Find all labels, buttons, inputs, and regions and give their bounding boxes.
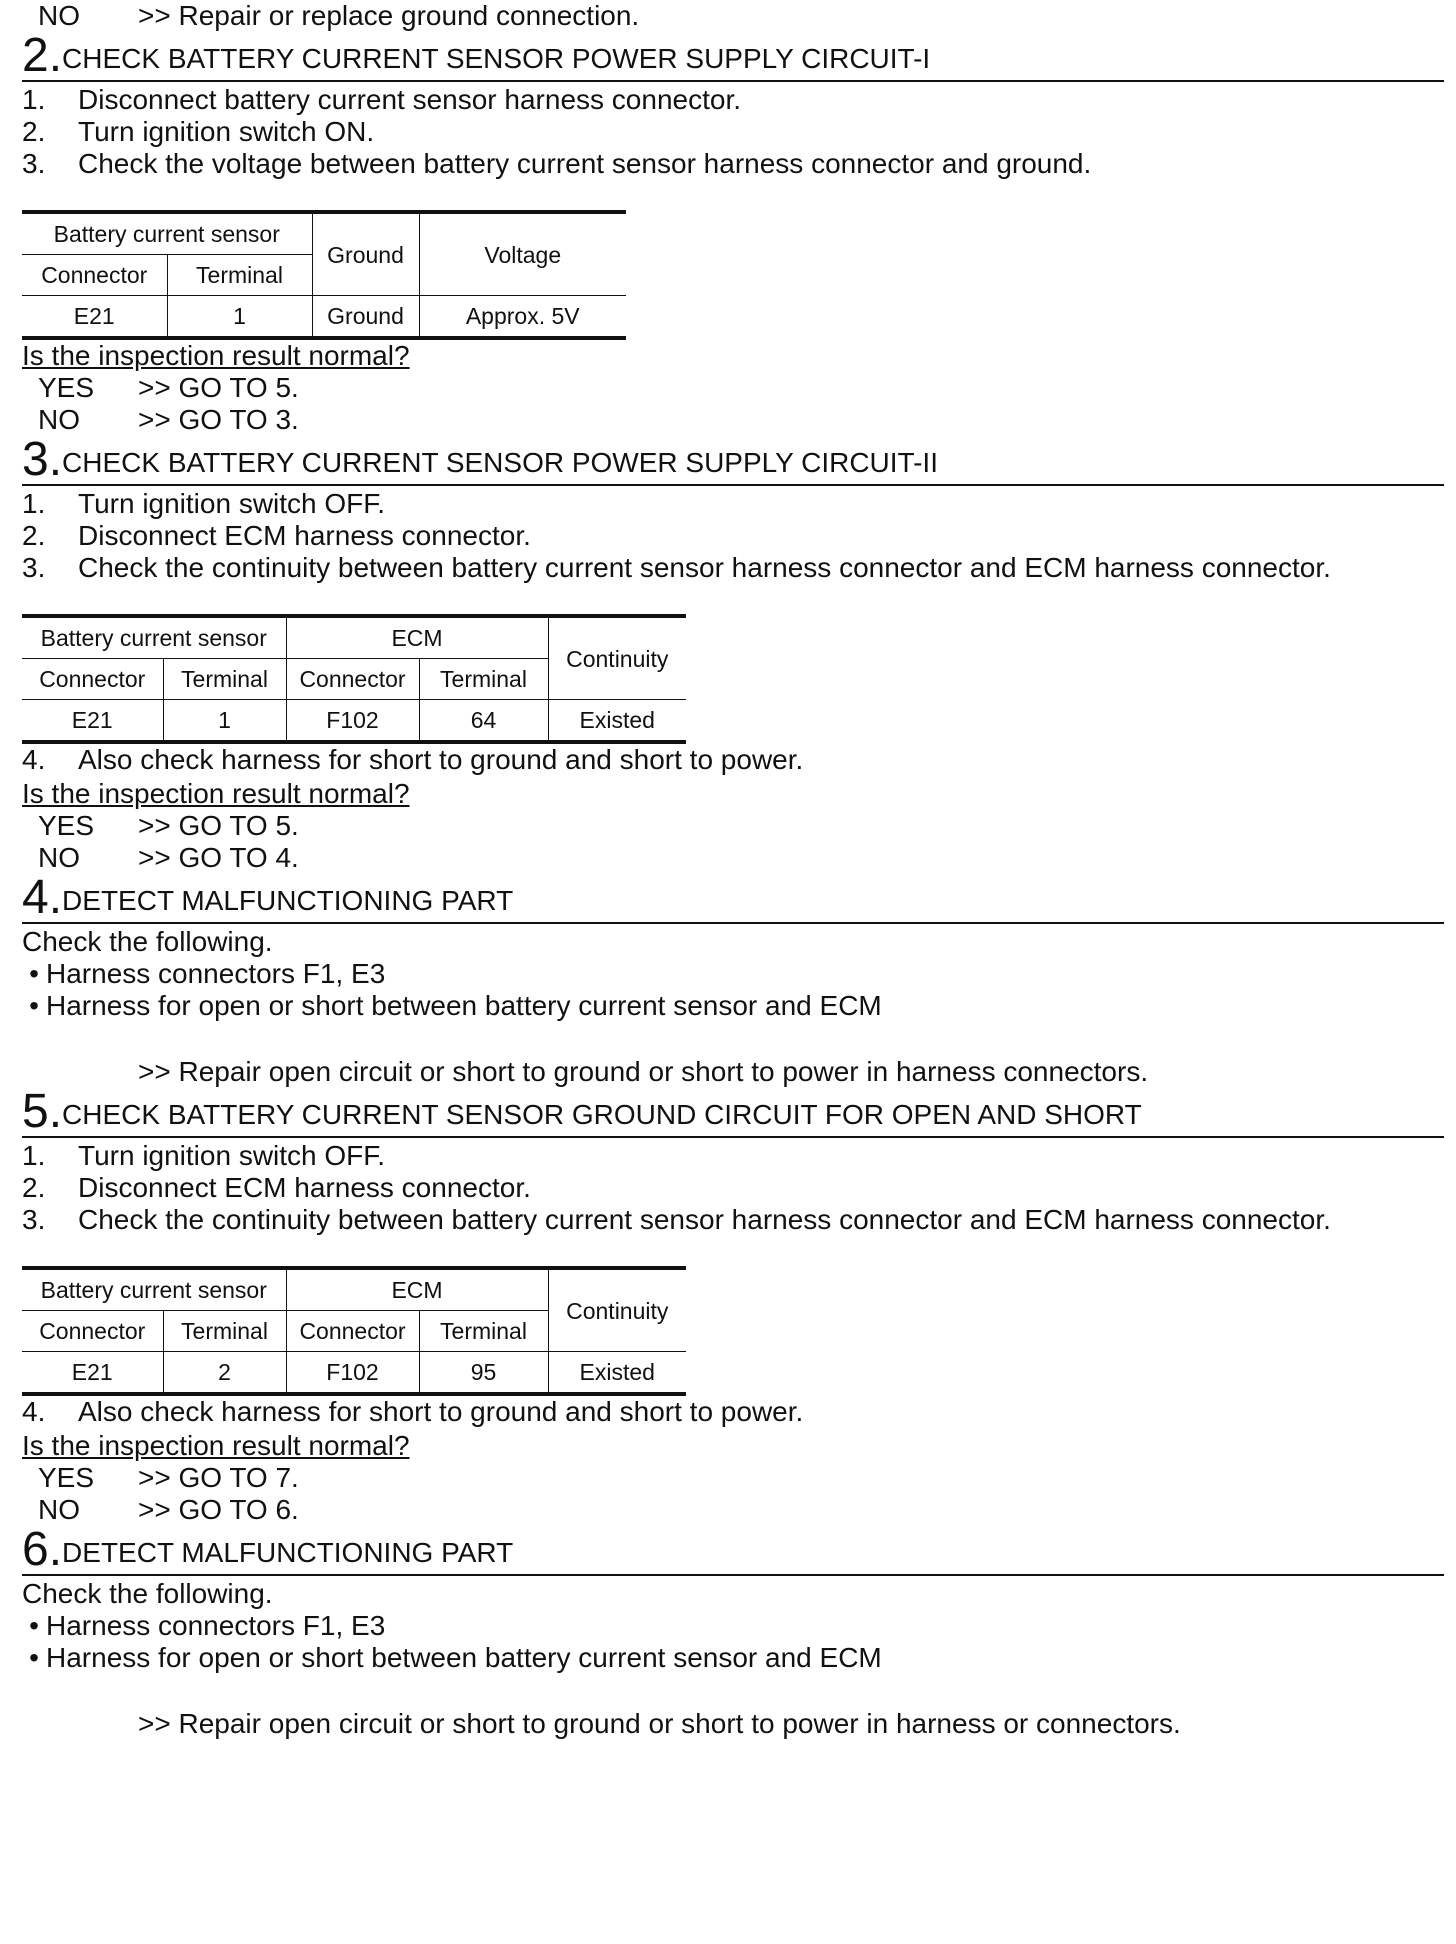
- item-text: Disconnect battery current sensor harness connector.: [78, 84, 742, 115]
- response-label: YES: [38, 1462, 95, 1493]
- step-2-instructions: [22, 84, 1444, 180]
- item-text: Turn ignition switch OFF.: [78, 488, 386, 519]
- item-text: Disconnect ECM harness connector.: [78, 1172, 531, 1203]
- inspection-question: Is the inspection result normal?: [22, 778, 410, 809]
- item-number: 4.: [22, 744, 46, 775]
- yes-response: [22, 372, 1444, 404]
- table-cell: Ground: [312, 296, 419, 339]
- no-response: [22, 842, 1444, 874]
- bullet-list: [22, 1610, 1444, 1674]
- list-item: [22, 1396, 1444, 1428]
- table-header: Ground: [312, 212, 419, 296]
- response-label: NO: [38, 0, 80, 31]
- list-item: [22, 1140, 1444, 1172]
- item-text: Also check harness for short to ground and short to power.: [78, 1396, 804, 1427]
- yes-response: [22, 810, 1444, 842]
- table-row: [22, 700, 686, 743]
- table-header: Continuity: [548, 616, 686, 700]
- table-header: Continuity: [548, 1268, 686, 1352]
- inspection-question: Is the inspection result normal?: [22, 1430, 410, 1461]
- check-intro: Check the following.: [22, 926, 273, 957]
- table-header: Terminal: [419, 1311, 548, 1352]
- repair-action: >> Repair open circuit or short to ground or short to power in harness connectors.: [138, 1056, 1149, 1087]
- step-3-instructions: [22, 488, 1444, 584]
- step-3-header: [22, 433, 1444, 486]
- step-number: 3: [22, 433, 49, 486]
- bullet-list: [22, 958, 1444, 1022]
- bullet-text: Harness connectors F1, E3: [46, 1610, 386, 1641]
- list-item: [22, 84, 1444, 116]
- item-number: 1.: [22, 84, 46, 115]
- item-number: 3.: [22, 1204, 46, 1235]
- table-cell: 64: [419, 700, 548, 743]
- continuity-spec-table: [22, 1266, 686, 1396]
- table-header: Connector: [22, 1311, 163, 1352]
- continuity-spec-table: [22, 614, 686, 744]
- item-text: Turn ignition switch OFF.: [78, 1140, 386, 1171]
- table-cell: Existed: [548, 1352, 686, 1395]
- check-intro: Check the following.: [22, 1578, 273, 1609]
- no-response: [22, 404, 1444, 436]
- table-header: Terminal: [419, 659, 548, 700]
- list-item: [22, 1204, 1444, 1236]
- table-cell: E21: [22, 1352, 163, 1395]
- response-label: YES: [38, 372, 95, 403]
- step-dot: .: [48, 871, 63, 924]
- table-row: [22, 1352, 686, 1395]
- response-action: >> GO TO 4.: [138, 842, 299, 873]
- table-cell: Existed: [548, 700, 686, 743]
- list-item: [22, 744, 1444, 776]
- top-response: [22, 0, 1444, 32]
- response-action: >> GO TO 3.: [138, 404, 299, 435]
- bullet-item: [22, 1610, 1444, 1642]
- table-cell: F102: [286, 1352, 419, 1395]
- step-dot: .: [48, 29, 63, 82]
- response-action: >> GO TO 7.: [138, 1462, 299, 1493]
- table-cell: 95: [419, 1352, 548, 1395]
- list-item: [22, 488, 1444, 520]
- list-item: [22, 520, 1444, 552]
- table-cell: 1: [163, 700, 286, 743]
- bullet-text: Harness for open or short between battery current sensor and ECM: [46, 1642, 882, 1673]
- step-dot: .: [48, 433, 63, 486]
- table-header: Connector: [22, 255, 167, 296]
- step-title: DETECT MALFUNCTIONING PART: [62, 1537, 514, 1568]
- step-4-header: [22, 871, 1444, 924]
- step-dot: .: [48, 1085, 63, 1138]
- repair-action: >> Repair open circuit or short to ground or short to power in harness or connectors.: [138, 1708, 1181, 1739]
- step-title: CHECK BATTERY CURRENT SENSOR POWER SUPPLY CIRCUIT-I: [62, 43, 931, 74]
- step-2-header: [22, 29, 1444, 82]
- response-label: NO: [38, 404, 80, 435]
- step-5-instructions: [22, 1140, 1444, 1236]
- table-cell: 2: [163, 1352, 286, 1395]
- table-cell: E21: [22, 700, 163, 743]
- response-action: >> GO TO 5.: [138, 372, 299, 403]
- response-label: YES: [38, 810, 95, 841]
- item-text: Check the continuity between battery current sensor harness connector and ECM harness connector.: [78, 1204, 1331, 1235]
- bullet-item: [22, 1642, 1444, 1674]
- item-text: Check the voltage between battery current sensor harness connector and ground.: [78, 148, 1092, 179]
- list-item: [22, 552, 1444, 584]
- response-action: >> Repair or replace ground connection.: [138, 0, 640, 31]
- table-group-header: Battery current sensor: [22, 212, 312, 255]
- list-item: [22, 1172, 1444, 1204]
- list-item: [22, 116, 1444, 148]
- step-5-header: [22, 1085, 1444, 1138]
- item-text: Also check harness for short to ground and short to power.: [78, 744, 804, 775]
- response-label: NO: [38, 1494, 80, 1525]
- table-cell: 1: [167, 296, 312, 339]
- step-dot: .: [48, 1523, 63, 1576]
- table-group-header: ECM: [286, 616, 548, 659]
- item-number: 3.: [22, 552, 46, 583]
- table-cell: Approx. 5V: [419, 296, 626, 339]
- step-number: 6: [22, 1523, 49, 1576]
- step-number: 4: [22, 871, 49, 924]
- table-cell: E21: [22, 296, 167, 339]
- table-header: Terminal: [163, 1311, 286, 1352]
- item-number: 3.: [22, 148, 46, 179]
- response-action: >> GO TO 6.: [138, 1494, 299, 1525]
- item-text: Check the continuity between battery current sensor harness connector and ECM harness connector.: [78, 552, 1331, 583]
- inspection-question: Is the inspection result normal?: [22, 340, 410, 371]
- table-header: Terminal: [167, 255, 312, 296]
- bullet: •: [29, 958, 39, 989]
- table-header: Connector: [286, 1311, 419, 1352]
- response-label: NO: [38, 842, 80, 873]
- item-number: 1.: [22, 488, 46, 519]
- item-number: 2.: [22, 1172, 46, 1203]
- step-title: CHECK BATTERY CURRENT SENSOR GROUND CIRCUIT FOR OPEN AND SHORT: [62, 1099, 1142, 1130]
- step-title: CHECK BATTERY CURRENT SENSOR POWER SUPPLY CIRCUIT-II: [62, 447, 938, 478]
- bullet-text: Harness connectors F1, E3: [46, 958, 386, 989]
- yes-response: [22, 1462, 1444, 1494]
- bullet-item: [22, 958, 1444, 990]
- response-action: >> GO TO 5.: [138, 810, 299, 841]
- bullet-item: [22, 990, 1444, 1022]
- step-number: 2: [22, 29, 49, 82]
- voltage-spec-table: [22, 210, 626, 340]
- table-cell: F102: [286, 700, 419, 743]
- item-number: 2.: [22, 116, 46, 147]
- document-page: [22, 0, 1444, 1740]
- bullet-text: Harness for open or short between battery current sensor and ECM: [46, 990, 882, 1021]
- list-item: [22, 148, 1444, 180]
- table-group-header: Battery current sensor: [22, 616, 286, 659]
- table-header: Terminal: [163, 659, 286, 700]
- step-title: DETECT MALFUNCTIONING PART: [62, 885, 514, 916]
- table-group-header: ECM: [286, 1268, 548, 1311]
- step-6-header: [22, 1523, 1444, 1576]
- table-header: Voltage: [419, 212, 626, 296]
- step-number: 5: [22, 1085, 49, 1138]
- item-number: 2.: [22, 520, 46, 551]
- no-response: [22, 1494, 1444, 1526]
- item-text: Turn ignition switch ON.: [78, 116, 375, 147]
- bullet: •: [29, 990, 39, 1021]
- item-number: 1.: [22, 1140, 46, 1171]
- table-header: Connector: [286, 659, 419, 700]
- item-number: 4.: [22, 1396, 46, 1427]
- bullet: •: [29, 1642, 39, 1673]
- table-header: Connector: [22, 659, 163, 700]
- table-group-header: Battery current sensor: [22, 1268, 286, 1311]
- table-row: [22, 296, 626, 339]
- item-text: Disconnect ECM harness connector.: [78, 520, 531, 551]
- bullet: •: [29, 1610, 39, 1641]
